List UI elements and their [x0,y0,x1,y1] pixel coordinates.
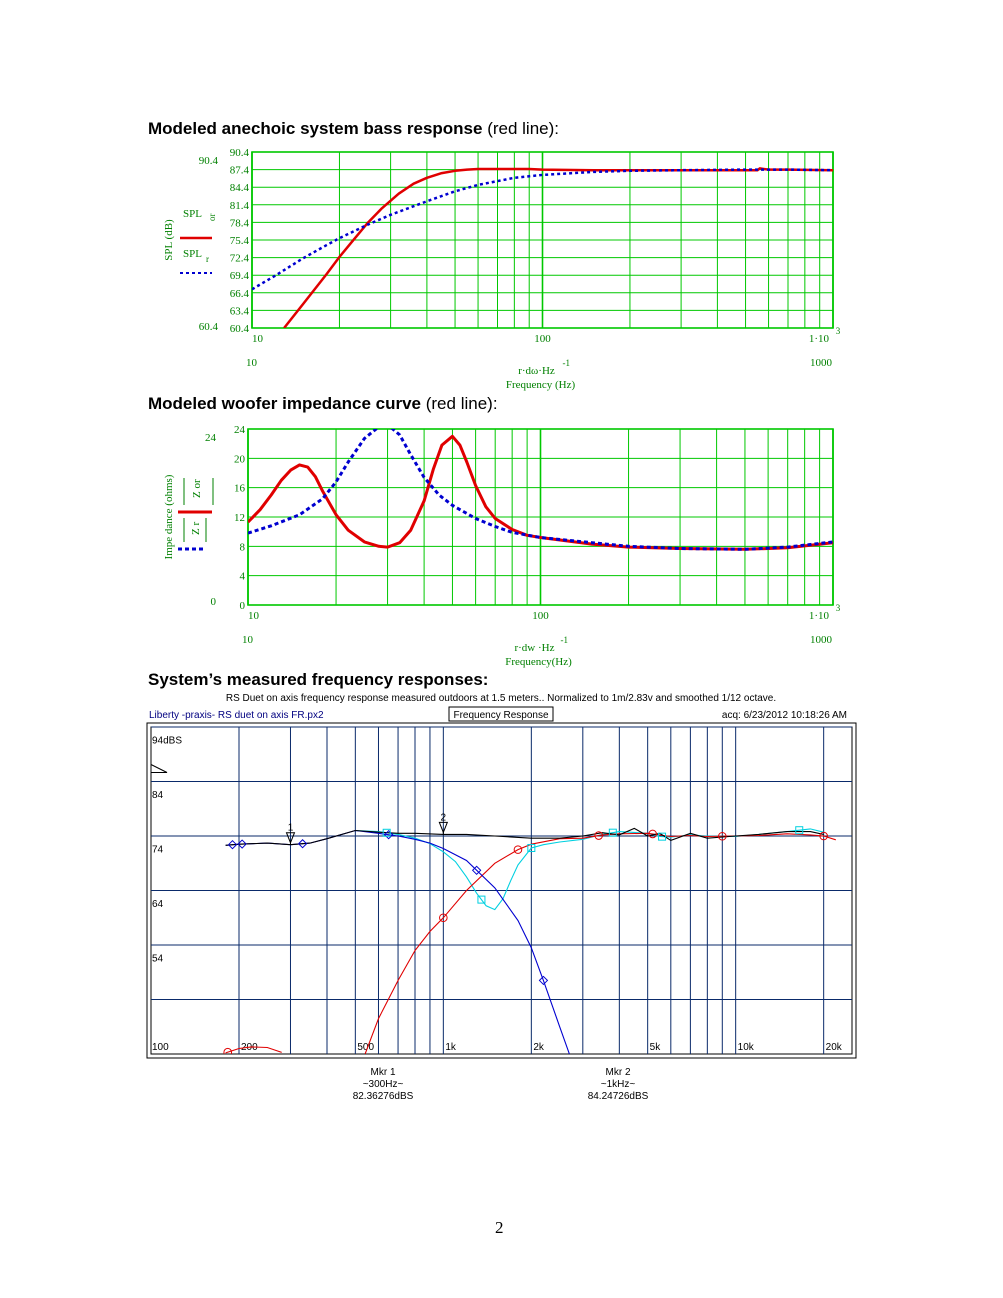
x-max-range-label: 1000 [810,634,832,646]
header-center: Frequency Response [453,710,549,721]
y-tick-label: 64 [152,899,164,910]
x-tick-label: 200 [241,1042,258,1053]
y-max-label: 24 [205,432,216,444]
y-tick-label: 20 [234,453,245,466]
x-tick-exponent: 3 [835,603,841,613]
y-max-label: 90.4 [198,155,218,167]
header-right: acq: 6/23/2012 10:18:26 AM [721,710,847,721]
y-axis-label: SPL (dB) [163,219,175,261]
y-tick-label: 84.4 [229,182,249,195]
x-tick-label: 10 [248,610,259,622]
x-axis-label: Frequency(Hz) [505,656,572,668]
x-tick-label: 500 [357,1042,375,1053]
legend-sub-2: r [206,254,209,264]
y-axis-label: Impe dance (ohms) [163,474,175,560]
y-tick-label: 8 [239,541,245,554]
y-tick-label: 72.4 [229,252,249,265]
section1-heading-bold: Modeled anechoic system bass response [148,119,483,138]
series-red [284,168,833,328]
x-tick-label: 1·10 [808,610,829,622]
x-tick-label: 10k [737,1042,754,1053]
x-tick-label: 1k [445,1042,456,1053]
marker-readout-freq: ~300Hz~ [362,1079,404,1090]
marker-readout-value: 84.24726dBS [587,1091,649,1102]
x-tick-label: 2k [533,1042,544,1053]
marker-readout-freq: ~1kHz~ [600,1079,636,1090]
bass-response-chart [163,147,841,391]
x-label-exponent: -1 [562,358,570,368]
y-tick-label: 74 [152,844,164,856]
x-tick-exponent: 3 [835,326,841,336]
header-left: Liberty -praxis- RS duet on axis FR.px2 [149,710,324,721]
marker-readout-label: Mkr 1 [370,1067,396,1078]
legend-name-1: SPL [183,208,202,220]
cursor-marker-id-1: 1 [287,822,294,834]
legend-name-1: Z or [191,479,203,498]
x-tick-label: 100 [152,1042,169,1053]
y-tick-label: 4 [239,570,245,583]
measured-response-chart [147,693,856,1102]
x-tick-label: 100 [532,610,549,622]
y-tick-label: 66.4 [229,287,249,300]
x-min-range-label: 10 [246,357,257,369]
x-tick-label: 10 [252,333,263,345]
marker-readout-value: 82.36276dBS [352,1091,414,1102]
y-tick-label: 60.4 [229,323,249,335]
legend-name-2: SPL [183,248,202,260]
x-label-exponent: -1 [560,635,568,645]
y-tick-label: 81.4 [229,199,249,212]
x-tick-label: 1·10 [808,333,829,345]
x-tick-label: 5k [649,1042,661,1053]
legend-name-2: Z r [190,521,202,535]
impedance-chart [163,424,841,668]
marker-readout-label: Mkr 2 [605,1067,631,1078]
section2-heading-rest: (red line): [421,394,498,413]
y-tick-label: 69.4 [229,270,249,283]
y-tick-label: 16 [234,482,245,495]
y-tick-label: 75.4 [229,235,249,247]
cursor-marker-id-2: 2 [440,812,447,824]
y-tick-label: 12 [234,512,245,524]
y-tick-label: 63.4 [229,305,249,318]
x-min-range-label: 10 [242,634,253,646]
legend-sub-1: or [207,213,217,221]
x-axis-label: Frequency (Hz) [505,379,576,391]
section1-heading-rest: (red line): [482,119,559,138]
y-tick-label: 84 [152,790,164,801]
y-min-label: 0 [210,596,216,608]
y-tick-label: 90.4 [229,147,249,159]
y-min-label: 60.4 [198,321,218,333]
section2-heading-bold: Modeled woofer impedance curve [148,394,422,413]
section3-heading-bold: System’s measured frequency responses: [148,670,489,689]
y-tick-label: 24 [234,424,245,436]
y-tick-label: 87.4 [229,164,249,177]
x-tick-label: 100 [534,333,551,345]
y-tick-label: 54 [152,953,164,965]
x-label-expression: r·dw ·Hz [514,642,555,654]
x-max-range-label: 1000 [810,357,832,369]
x-tick-label: 20k [825,1042,842,1053]
x-label-expression: r·dω·Hz [518,365,555,377]
y-tick-label: 78.4 [229,217,249,230]
chart-title: RS Duet on axis frequency response measured outdoors at 1.5 meters.. Normalized to 1m/2.83v and smoothed 1/12 octave. [225,693,777,704]
page-number: 2 [495,1218,504,1237]
y-tick-label: 0 [239,600,245,612]
y-tick-label: 94dBS [152,735,183,747]
